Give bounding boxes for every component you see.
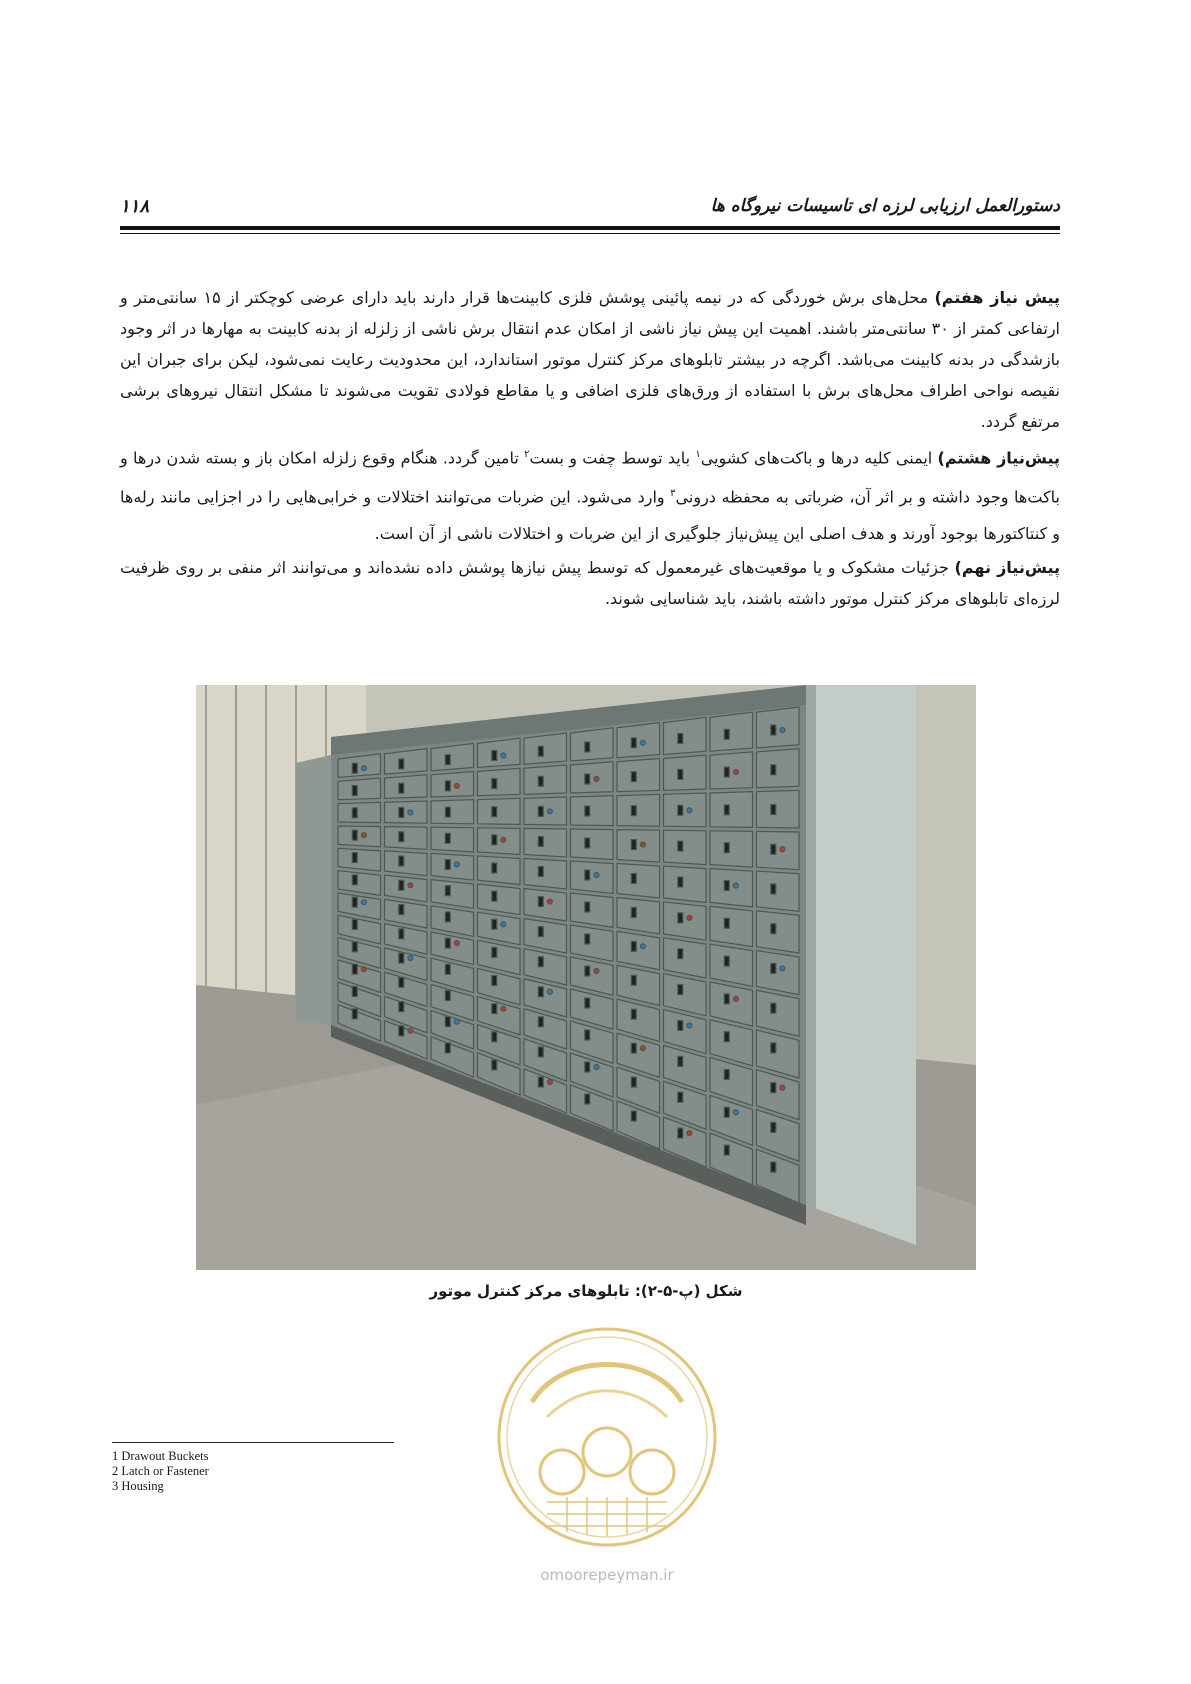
mcc-handle xyxy=(352,830,357,840)
mcc-handle xyxy=(445,807,450,817)
mcc-bucket xyxy=(617,830,660,862)
mcc-bucket xyxy=(478,828,521,855)
mcc-bucket xyxy=(757,871,800,911)
mcc-bucket xyxy=(710,792,753,828)
paragraph-label: پیش‌نیاز نهم) xyxy=(954,557,1060,577)
mcc-handle xyxy=(585,902,590,912)
stamp-logo-icon xyxy=(492,1322,722,1552)
mcc-handle xyxy=(538,987,543,997)
mcc-handle xyxy=(492,1060,497,1070)
mcc-handle xyxy=(631,941,636,951)
mcc-bucket xyxy=(571,829,614,860)
footnote-3: 3 Housing xyxy=(112,1479,164,1493)
mcc-handle xyxy=(585,998,590,1008)
mcc-photo-drawing xyxy=(196,685,976,1270)
mcc-handle xyxy=(445,860,450,870)
paragraph-label: پیش نیاز هفتم) xyxy=(934,288,1060,307)
mcc-bucket xyxy=(710,752,753,789)
mcc-indicator-lamp xyxy=(780,1085,785,1090)
paragraph-label: پیش‌نیاز هشتم) xyxy=(937,448,1060,468)
mcc-handle xyxy=(724,1107,729,1117)
mcc-bucket xyxy=(664,902,707,940)
mcc-handle xyxy=(771,844,776,854)
mcc-bucket xyxy=(664,755,707,790)
mcc-handle xyxy=(492,1004,497,1014)
mcc-bucket xyxy=(338,826,381,847)
mcc-handle xyxy=(399,1002,404,1012)
mcc-handle xyxy=(399,880,404,890)
mcc-bucket xyxy=(757,951,800,995)
mcc-handle xyxy=(585,742,590,752)
mcc-handle xyxy=(538,1047,543,1057)
watermark-url: omoorepeyman.ir xyxy=(540,1566,674,1584)
mcc-bucket xyxy=(478,768,521,795)
paragraph-text: ایمنی کلیه درها و باکت‌های کشویی xyxy=(700,448,938,468)
mcc-indicator-lamp xyxy=(733,770,738,775)
mcc-handle xyxy=(631,907,636,917)
mcc-bucket xyxy=(757,911,800,953)
mcc-indicator-lamp xyxy=(501,837,506,842)
mcc-handle xyxy=(771,963,776,973)
mcc-indicator-lamp xyxy=(547,1079,552,1084)
mcc-handle xyxy=(585,1062,590,1072)
mcc-indicator-lamp xyxy=(594,1065,599,1070)
mcc-bucket xyxy=(524,828,567,857)
mcc-handle xyxy=(678,877,683,887)
mcc-bucket xyxy=(431,800,474,824)
mcc-handle xyxy=(492,947,497,957)
mcc-bucket xyxy=(664,830,707,864)
mcc-indicator-lamp xyxy=(408,810,413,815)
mcc-bucket xyxy=(617,723,660,758)
footnote-2: 2 Latch or Fastener xyxy=(112,1464,209,1478)
header-rule-thick xyxy=(120,226,1060,230)
mcc-handle xyxy=(399,977,404,987)
mcc-bucket xyxy=(571,893,614,927)
mcc-handle xyxy=(631,1111,636,1121)
body-text xyxy=(120,282,1060,614)
mcc-bucket xyxy=(431,772,474,797)
mcc-bucket xyxy=(664,793,707,827)
mcc-bucket xyxy=(571,861,614,893)
mcc-handle xyxy=(538,776,543,786)
mcc-handle xyxy=(724,805,729,815)
mcc-handle xyxy=(445,1017,450,1027)
mcc-handle xyxy=(399,832,404,842)
mcc-bucket xyxy=(338,802,381,822)
mcc-handle xyxy=(585,870,590,880)
paragraph-prerequisite-9 xyxy=(120,552,1060,614)
mcc-handle xyxy=(771,884,776,894)
mcc-handle xyxy=(445,886,450,896)
mcc-handle xyxy=(631,1009,636,1019)
mcc-indicator-lamp xyxy=(361,766,366,771)
mcc-handle xyxy=(724,1145,729,1155)
mcc-handle xyxy=(492,807,497,817)
mcc-handle xyxy=(399,759,404,769)
mcc-handle xyxy=(399,1026,404,1036)
mcc-handle xyxy=(492,835,497,845)
mcc-bucket xyxy=(571,762,614,793)
mcc-bucket xyxy=(431,827,474,852)
mcc-handle xyxy=(445,938,450,948)
mcc-indicator-lamp xyxy=(640,842,645,847)
mcc-handle xyxy=(585,774,590,784)
mcc-handle xyxy=(352,920,357,930)
mcc-handle xyxy=(538,1077,543,1087)
mcc-indicator-lamp xyxy=(687,808,692,813)
mcc-handle xyxy=(771,1122,776,1132)
mcc-bucket xyxy=(710,869,753,907)
mcc-bucket xyxy=(385,775,428,799)
mcc-handle xyxy=(538,836,543,846)
paragraph-prerequisite-7 xyxy=(120,282,1060,437)
footnotes xyxy=(112,1449,209,1494)
mcc-indicator-lamp xyxy=(408,1028,413,1033)
mcc-indicator-lamp xyxy=(594,777,599,782)
mcc-indicator-lamp xyxy=(733,883,738,888)
mcc-handle xyxy=(724,1032,729,1042)
mcc-bucket xyxy=(524,733,567,764)
footnote-ref-3: ۳ xyxy=(670,488,676,500)
mcc-handle xyxy=(352,964,357,974)
mcc-indicator-lamp xyxy=(454,862,459,867)
mcc-bucket xyxy=(524,797,567,825)
mcc-handle xyxy=(492,863,497,873)
mcc-handle xyxy=(492,919,497,929)
mcc-handle xyxy=(678,985,683,995)
mcc-bucket xyxy=(664,866,707,902)
paragraph-text: تامین گردد. هنگام وقوع زلزله امکان باز و بسته شدن درها و باکت‌ها وجود داشته و بر اثر آن، ضرباتی به محفظه درونی xyxy=(120,448,1061,507)
footnote-1: 1 Drawout Buckets xyxy=(112,1449,209,1463)
mcc-bucket xyxy=(524,765,567,794)
mcc-bucket xyxy=(571,796,614,826)
mcc-handle xyxy=(445,991,450,1001)
mcc-indicator-lamp xyxy=(640,1046,645,1051)
mcc-bucket xyxy=(338,778,381,800)
figure-photo-mcc-panels xyxy=(196,685,976,1270)
mcc-handle xyxy=(399,929,404,939)
mcc-handle xyxy=(399,807,404,817)
mcc-handle xyxy=(771,924,776,934)
mcc-handle xyxy=(352,897,357,907)
paragraph-text: وارد می‌شود. این ضربات می‌توانند اختلالات و خرابی‌هایی را در اجزایی مانند رله‌ها و کنتاکتورها بوجود آورند و هدف اصلی این پیش‌نیاز جلوگیری از این ضربات و اختلالات ناشی از آن است. xyxy=(120,487,1060,543)
mcc-handle xyxy=(445,781,450,791)
mcc-bucket xyxy=(385,827,428,850)
mcc-indicator-lamp xyxy=(361,900,366,905)
mcc-indicator-lamp xyxy=(361,833,366,838)
mcc-handle xyxy=(585,1030,590,1040)
mcc-handle xyxy=(492,976,497,986)
mcc-handle xyxy=(445,964,450,974)
mcc-handle xyxy=(771,725,776,735)
mcc-handle xyxy=(538,746,543,756)
mcc-handle xyxy=(352,942,357,952)
mcc-indicator-lamp xyxy=(640,740,645,745)
mcc-handle xyxy=(678,769,683,779)
mcc-handle xyxy=(399,905,404,915)
footnote-rule xyxy=(112,1442,394,1443)
mcc-handle xyxy=(631,1077,636,1087)
mcc-handle xyxy=(678,734,683,744)
mcc-handle xyxy=(399,856,404,866)
mcc-handle xyxy=(724,881,729,891)
footnote-ref-1: ۱ xyxy=(695,449,701,460)
mcc-bucket xyxy=(617,864,660,898)
mcc-handle xyxy=(771,1003,776,1013)
mcc-bucket xyxy=(524,889,567,921)
mcc-bucket xyxy=(524,858,567,889)
mcc-handle xyxy=(492,891,497,901)
footnote-ref-2: ۲ xyxy=(524,449,530,460)
mcc-bucket xyxy=(617,758,660,791)
mcc-handle xyxy=(352,853,357,863)
mcc-indicator-lamp xyxy=(547,989,552,994)
mcc-indicator-lamp xyxy=(547,809,552,814)
mcc-handle xyxy=(771,805,776,815)
mcc-handle xyxy=(771,1083,776,1093)
mcc-bucket xyxy=(431,743,474,770)
mcc-indicator-lamp xyxy=(454,1019,459,1024)
mcc-indicator-lamp xyxy=(361,967,366,972)
mcc-indicator-lamp xyxy=(501,922,506,927)
mcc-handle xyxy=(352,808,357,818)
mcc-handle xyxy=(631,1043,636,1053)
mcc-handle xyxy=(538,957,543,967)
mcc-handle xyxy=(678,1128,683,1138)
mcc-handle xyxy=(631,772,636,782)
mcc-indicator-lamp xyxy=(687,915,692,920)
mcc-handle xyxy=(492,779,497,789)
page-header xyxy=(120,196,1060,240)
mcc-handle xyxy=(724,843,729,853)
figure-caption: شکل (پ-۵-۲): تابلوهای مرکز کنترل موتور xyxy=(429,1282,743,1300)
mcc-handle xyxy=(678,1092,683,1102)
mcc-handle xyxy=(678,1020,683,1030)
mcc-indicator-lamp xyxy=(594,969,599,974)
paragraph-prerequisite-8 xyxy=(120,437,1060,552)
mcc-handle xyxy=(538,1017,543,1027)
mcc-handle xyxy=(724,994,729,1004)
mcc-indicator-lamp xyxy=(780,728,785,733)
mcc-handle xyxy=(678,805,683,815)
mcc-handle xyxy=(678,841,683,851)
paragraph-text: باید توسط چفت و بست xyxy=(529,448,696,468)
mcc-handle xyxy=(631,738,636,748)
mcc-handle xyxy=(724,729,729,739)
mcc-indicator-lamp xyxy=(454,941,459,946)
mcc-bucket xyxy=(664,717,707,754)
mcc-handle xyxy=(352,786,357,796)
mcc-indicator-lamp xyxy=(594,873,599,878)
mcc-bucket xyxy=(757,749,800,788)
mcc-bucket xyxy=(385,851,428,876)
mcc-handle xyxy=(445,833,450,843)
mcc-handle xyxy=(678,949,683,959)
page-number: ۱۱۸ xyxy=(120,196,150,217)
mcc-indicator-lamp xyxy=(780,966,785,971)
mcc-bucket xyxy=(710,906,753,946)
mcc-handle xyxy=(445,912,450,922)
watermark-stamp xyxy=(492,1322,722,1552)
header-rule-thin xyxy=(120,233,1060,234)
mcc-bucket xyxy=(757,831,800,869)
mcc-indicator-lamp xyxy=(733,996,738,1001)
mcc-bucket xyxy=(757,790,800,828)
mcc-indicator-lamp xyxy=(501,1006,506,1011)
mcc-handle xyxy=(585,838,590,848)
mcc-indicator-lamp xyxy=(501,753,506,758)
mcc-handle xyxy=(538,867,543,877)
mcc-handle xyxy=(631,840,636,850)
mcc-handle xyxy=(352,987,357,997)
mcc-handle xyxy=(492,1032,497,1042)
mcc-handle xyxy=(538,806,543,816)
mcc-indicator-lamp xyxy=(408,956,413,961)
mcc-handle xyxy=(585,966,590,976)
mcc-bucket xyxy=(478,798,521,824)
mcc-handle xyxy=(631,874,636,884)
mcc-bucket xyxy=(710,831,753,867)
mcc-bucket xyxy=(571,728,614,761)
mcc-indicator-lamp xyxy=(687,1023,692,1028)
mcc-bucket xyxy=(710,712,753,751)
mcc-indicator-lamp xyxy=(687,1131,692,1136)
mcc-handle xyxy=(399,783,404,793)
mcc-handle xyxy=(771,1043,776,1053)
mcc-handle xyxy=(724,918,729,928)
paragraph-text: محل‌های برش خوردگی که در نیمه پائینی پوشش فلزی کابینت‌ها قرار دارند باید دارای عرضی کوچکتر از ۱۵ سانتی‌متر و ارتفاعی کمتر از ۳۰ سانتی‌متر باشند. اهمیت این پیش نیاز ناشی از امکان عدم انتقال برش ناشی از زلزله از بدنه کابینت به مهارها در اثر وجود بازشدگی در بدنه کابینت می‌باشد. اگرچه در بیشتر تابلوهای مرکز کنترل موتور استاندارد، این محدودیت رعایت نمی‌شود، لیکن برای جبران این نقیصه نواحی اطراف محل‌های برش با استفاده از ورق‌های فلزی اضافی و یا مقاطع فولادی تقویت می‌شوند تا مشکل انتقال نیروهای برشی مرتفع گردد. xyxy=(120,288,1060,431)
paragraph-text: جزئیات مشکوک و یا موقعیت‌های غیرمعمول که توسط پیش نیازها پوشش داده نشده‌اند و می‌توانند اثر منفی بر روی ظرفیت لرزه‌ای تابلوهای مرکز کنترل موتور داشته باشند، باید شناسایی شوند. xyxy=(120,557,1060,608)
mcc-handle xyxy=(585,1094,590,1104)
mcc-bucket xyxy=(757,707,800,748)
mcc-bucket xyxy=(385,749,428,774)
mcc-handle xyxy=(585,806,590,816)
mcc-bucket xyxy=(617,897,660,933)
mcc-handle xyxy=(445,1043,450,1053)
mcc-handle xyxy=(399,953,404,963)
mcc-handle xyxy=(771,1162,776,1172)
mcc-handle xyxy=(445,755,450,765)
mcc-indicator-lamp xyxy=(640,944,645,949)
mcc-bucket xyxy=(478,738,521,767)
mcc-handle xyxy=(631,975,636,985)
mcc-handle xyxy=(771,765,776,775)
mcc-indicator-lamp xyxy=(454,783,459,788)
mcc-indicator-lamp xyxy=(733,1110,738,1115)
mcc-handle xyxy=(352,763,357,773)
header-title: دستورالعمل ارزیابی لرزه ای تاسیسات نیروگاه ها xyxy=(710,196,1060,216)
mcc-bucket xyxy=(385,801,428,823)
mcc-bucket xyxy=(338,848,381,871)
mcc-handle xyxy=(724,956,729,966)
mcc-indicator-lamp xyxy=(780,847,785,852)
mcc-bucket xyxy=(617,794,660,826)
mcc-handle xyxy=(492,750,497,760)
mcc-handle xyxy=(724,1070,729,1080)
mcc-handle xyxy=(678,913,683,923)
mcc-indicator-lamp xyxy=(408,883,413,888)
mcc-handle xyxy=(538,897,543,907)
mcc-handle xyxy=(538,927,543,937)
mcc-handle xyxy=(352,1009,357,1019)
mcc-handle xyxy=(631,806,636,816)
mcc-bucket xyxy=(478,856,521,885)
mcc-bucket xyxy=(431,853,474,880)
mcc-handle xyxy=(678,1056,683,1066)
mcc-indicator-lamp xyxy=(547,899,552,904)
mcc-handle xyxy=(352,875,357,885)
mcc-handle xyxy=(724,767,729,777)
mcc-handle xyxy=(585,934,590,944)
